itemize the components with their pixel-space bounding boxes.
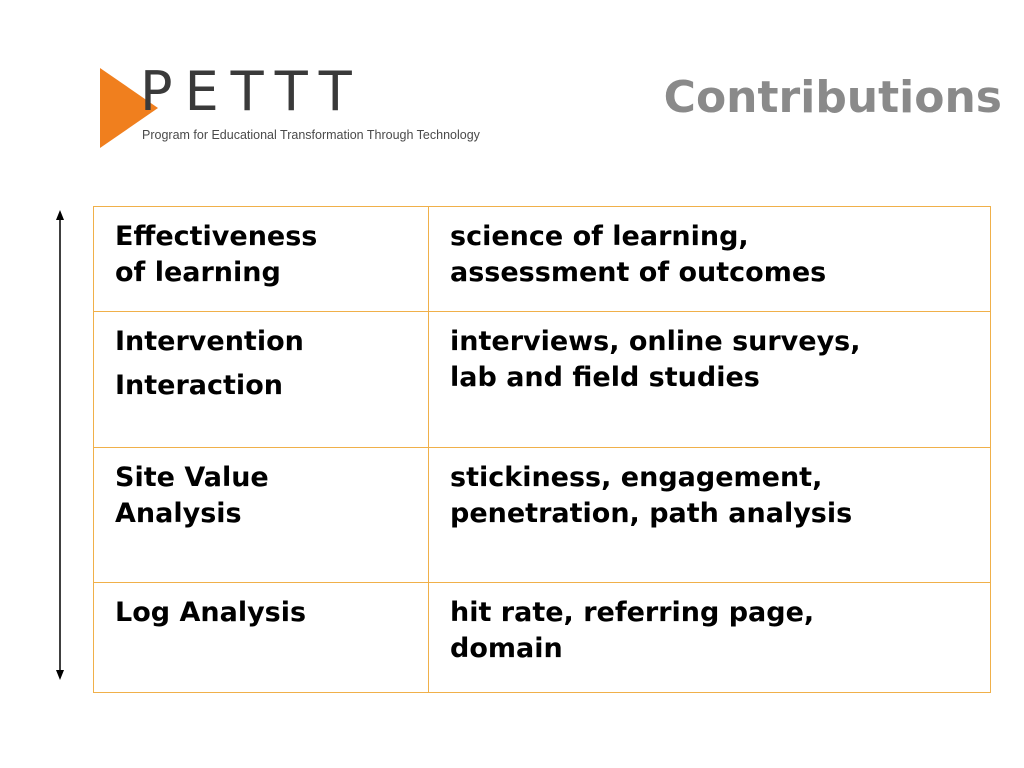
row-label-line: Log Analysis — [115, 597, 307, 628]
row-label-line: Site Value — [115, 462, 269, 493]
row-detail-line: penetration, path analysis — [450, 498, 853, 529]
row-label-line: Analysis — [115, 498, 242, 529]
row-detail-line: hit rate, referring page, — [450, 597, 815, 628]
row-detail-cell — [429, 448, 991, 583]
table-row — [94, 583, 991, 693]
logo-wordmark: PETTT — [140, 60, 364, 123]
row-label-cell — [94, 448, 429, 583]
row-label-line: Intervention — [115, 326, 304, 357]
row-detail-cell — [429, 312, 991, 448]
logo-tagline: Program for Educational Transformation Through Technology — [142, 128, 480, 142]
slide-title: Contributions — [663, 72, 1002, 123]
row-detail-cell — [429, 207, 991, 312]
row-label-line: of learning — [115, 257, 281, 288]
row-detail-cell — [429, 583, 991, 693]
double-headed-arrow-icon — [52, 210, 68, 680]
row-label-line: Effectiveness — [115, 221, 318, 252]
contributions-table — [93, 206, 991, 693]
row-detail-line: science of learning, — [450, 221, 749, 252]
row-label-cell — [94, 207, 429, 312]
table-row — [94, 207, 991, 312]
row-detail-line: stickiness, engagement, — [450, 462, 823, 493]
row-label-cell — [94, 312, 429, 448]
row-detail-line: domain — [450, 633, 563, 664]
row-label-cell — [94, 583, 429, 693]
row-detail-line: lab and field studies — [450, 362, 760, 393]
table-row — [94, 448, 991, 583]
table-row — [94, 312, 991, 448]
row-detail-line: assessment of outcomes — [450, 257, 827, 288]
row-detail-line: interviews, online surveys, — [450, 326, 861, 357]
pettt-logo — [100, 60, 520, 154]
row-label-line: Interaction — [115, 370, 283, 401]
